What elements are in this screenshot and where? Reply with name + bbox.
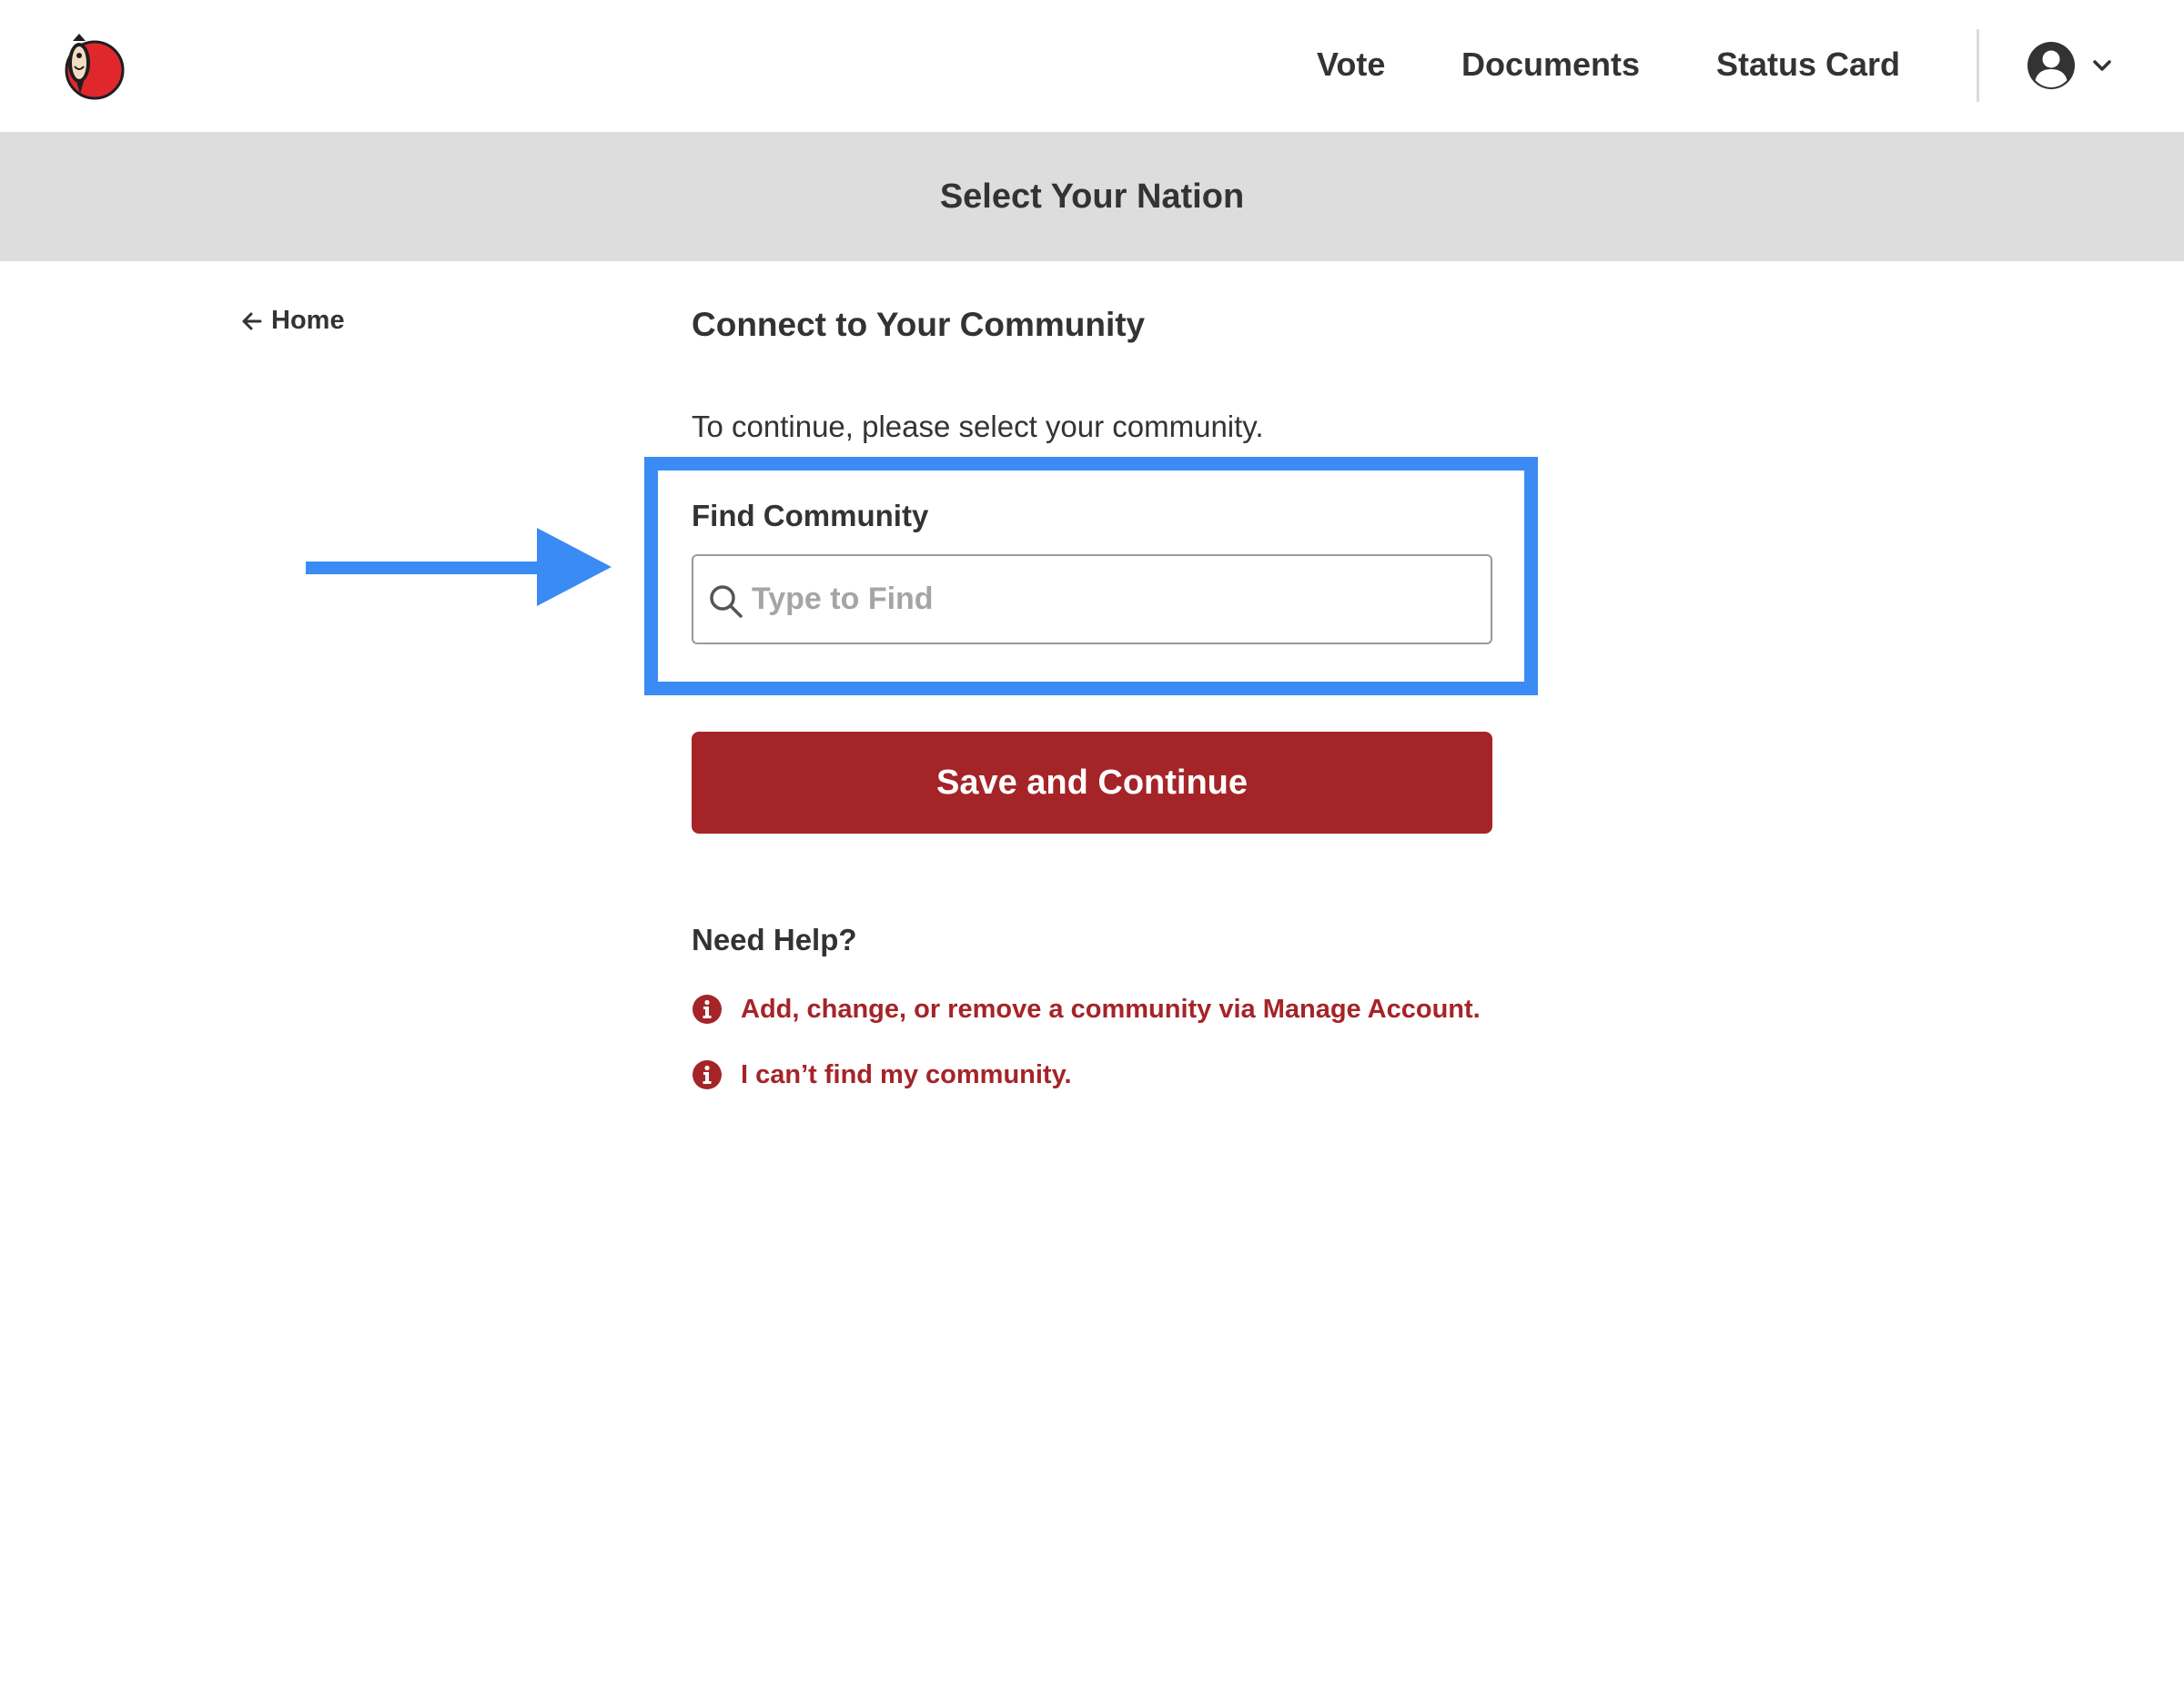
chevron-down-icon (2091, 55, 2113, 76)
instruction-text: To continue, please select your community. (692, 410, 1264, 443)
account-menu-button[interactable] (2026, 40, 2117, 91)
arrow-left-icon (240, 309, 264, 333)
info-icon (692, 994, 723, 1025)
arrow-right-icon (306, 528, 615, 606)
save-and-continue-button[interactable]: Save and Continue (692, 732, 1492, 834)
search-icon (708, 583, 744, 620)
back-home-link[interactable] (240, 306, 345, 336)
manage-account-help-label: Add, change, or remove a community via Manage Account. (741, 994, 1481, 1024)
find-community-field[interactable] (692, 554, 1492, 644)
top-navigation-bar (0, 0, 2184, 132)
page-banner (0, 132, 2184, 261)
find-community-label: Find Community (692, 499, 929, 532)
cant-find-community-help-link[interactable] (692, 1059, 1072, 1090)
user-circle-icon (2026, 40, 2077, 91)
nav-divider (1977, 29, 1979, 102)
info-icon (692, 1059, 723, 1090)
nav-status-card[interactable]: Status Card (1716, 46, 1901, 83)
help-heading: Need Help? (692, 923, 857, 956)
manage-account-help-link[interactable] (692, 994, 1481, 1025)
cant-find-community-help-label: I can’t find my community. (741, 1059, 1072, 1089)
back-home-label: Home (271, 306, 345, 335)
find-community-input[interactable] (752, 556, 1480, 643)
nav-vote[interactable]: Vote (1317, 46, 1386, 83)
page-heading: Connect to Your Community (692, 306, 1146, 343)
nav-documents[interactable]: Documents (1461, 46, 1641, 83)
banner-title: Select Your Nation (939, 177, 1245, 216)
brand-logo-icon[interactable] (60, 30, 126, 101)
